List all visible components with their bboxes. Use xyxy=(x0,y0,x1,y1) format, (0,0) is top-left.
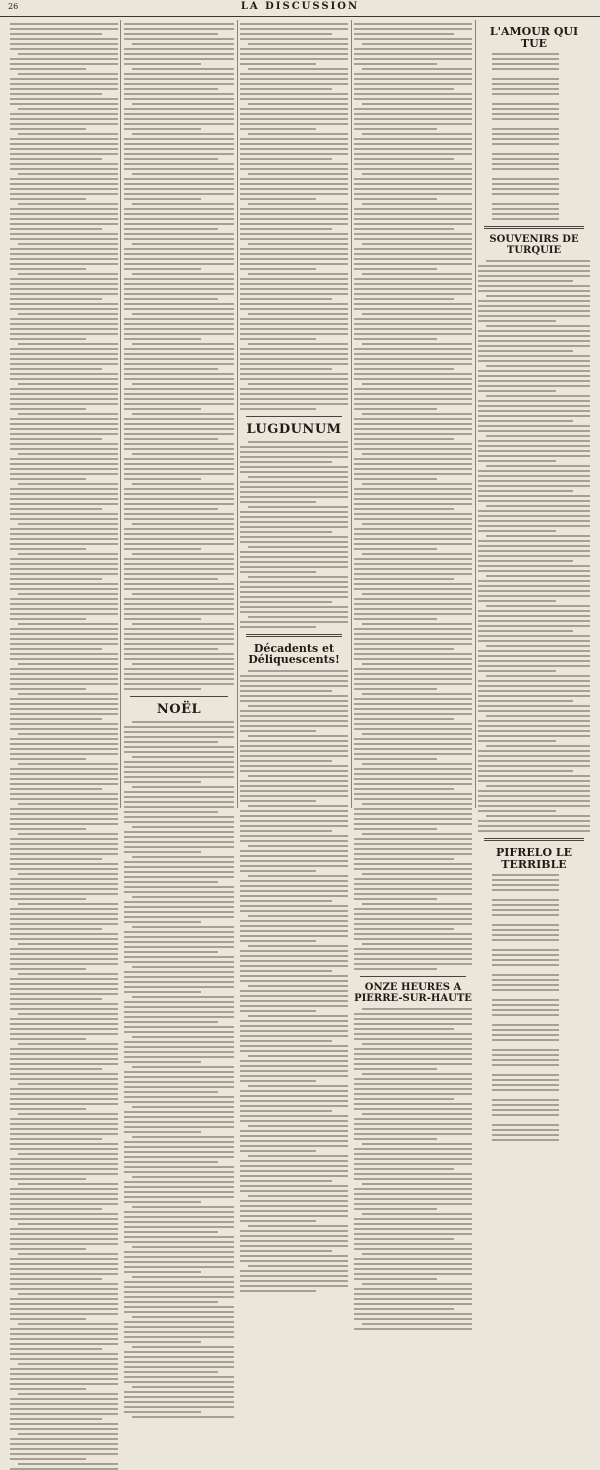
article-title-turquie: SOUVENIRS DE TURQUIE xyxy=(489,234,579,256)
column-2 xyxy=(124,20,234,810)
column-5 xyxy=(478,20,590,871)
page-number: 26 xyxy=(8,2,19,11)
article-title-pifrelo: PIFRELO LE TERRIBLE xyxy=(495,846,573,871)
poem-stanza xyxy=(478,53,590,220)
column-1 xyxy=(10,20,118,810)
column-rule xyxy=(475,20,476,808)
article-title-boxe: ONZE HEURES A PIERRE-SUR-HAUTE xyxy=(354,982,472,1004)
masthead xyxy=(0,0,600,17)
article-title-decadents: Décadents et Déliquescents! xyxy=(248,641,340,667)
article-title-lugdunum: LUGDUNUM xyxy=(246,422,342,437)
column-3 xyxy=(240,20,348,810)
article-title-noel: NOËL xyxy=(156,702,202,717)
column-4 xyxy=(354,20,472,1004)
article-title-amour: L'AMOUR QUI TUE xyxy=(489,25,579,50)
column-rule xyxy=(351,20,352,808)
column-rule xyxy=(237,20,238,808)
poem-stanza xyxy=(478,874,590,1141)
column-rule xyxy=(120,20,121,808)
newspaper-title: LA DISCUSSION xyxy=(240,1,360,12)
